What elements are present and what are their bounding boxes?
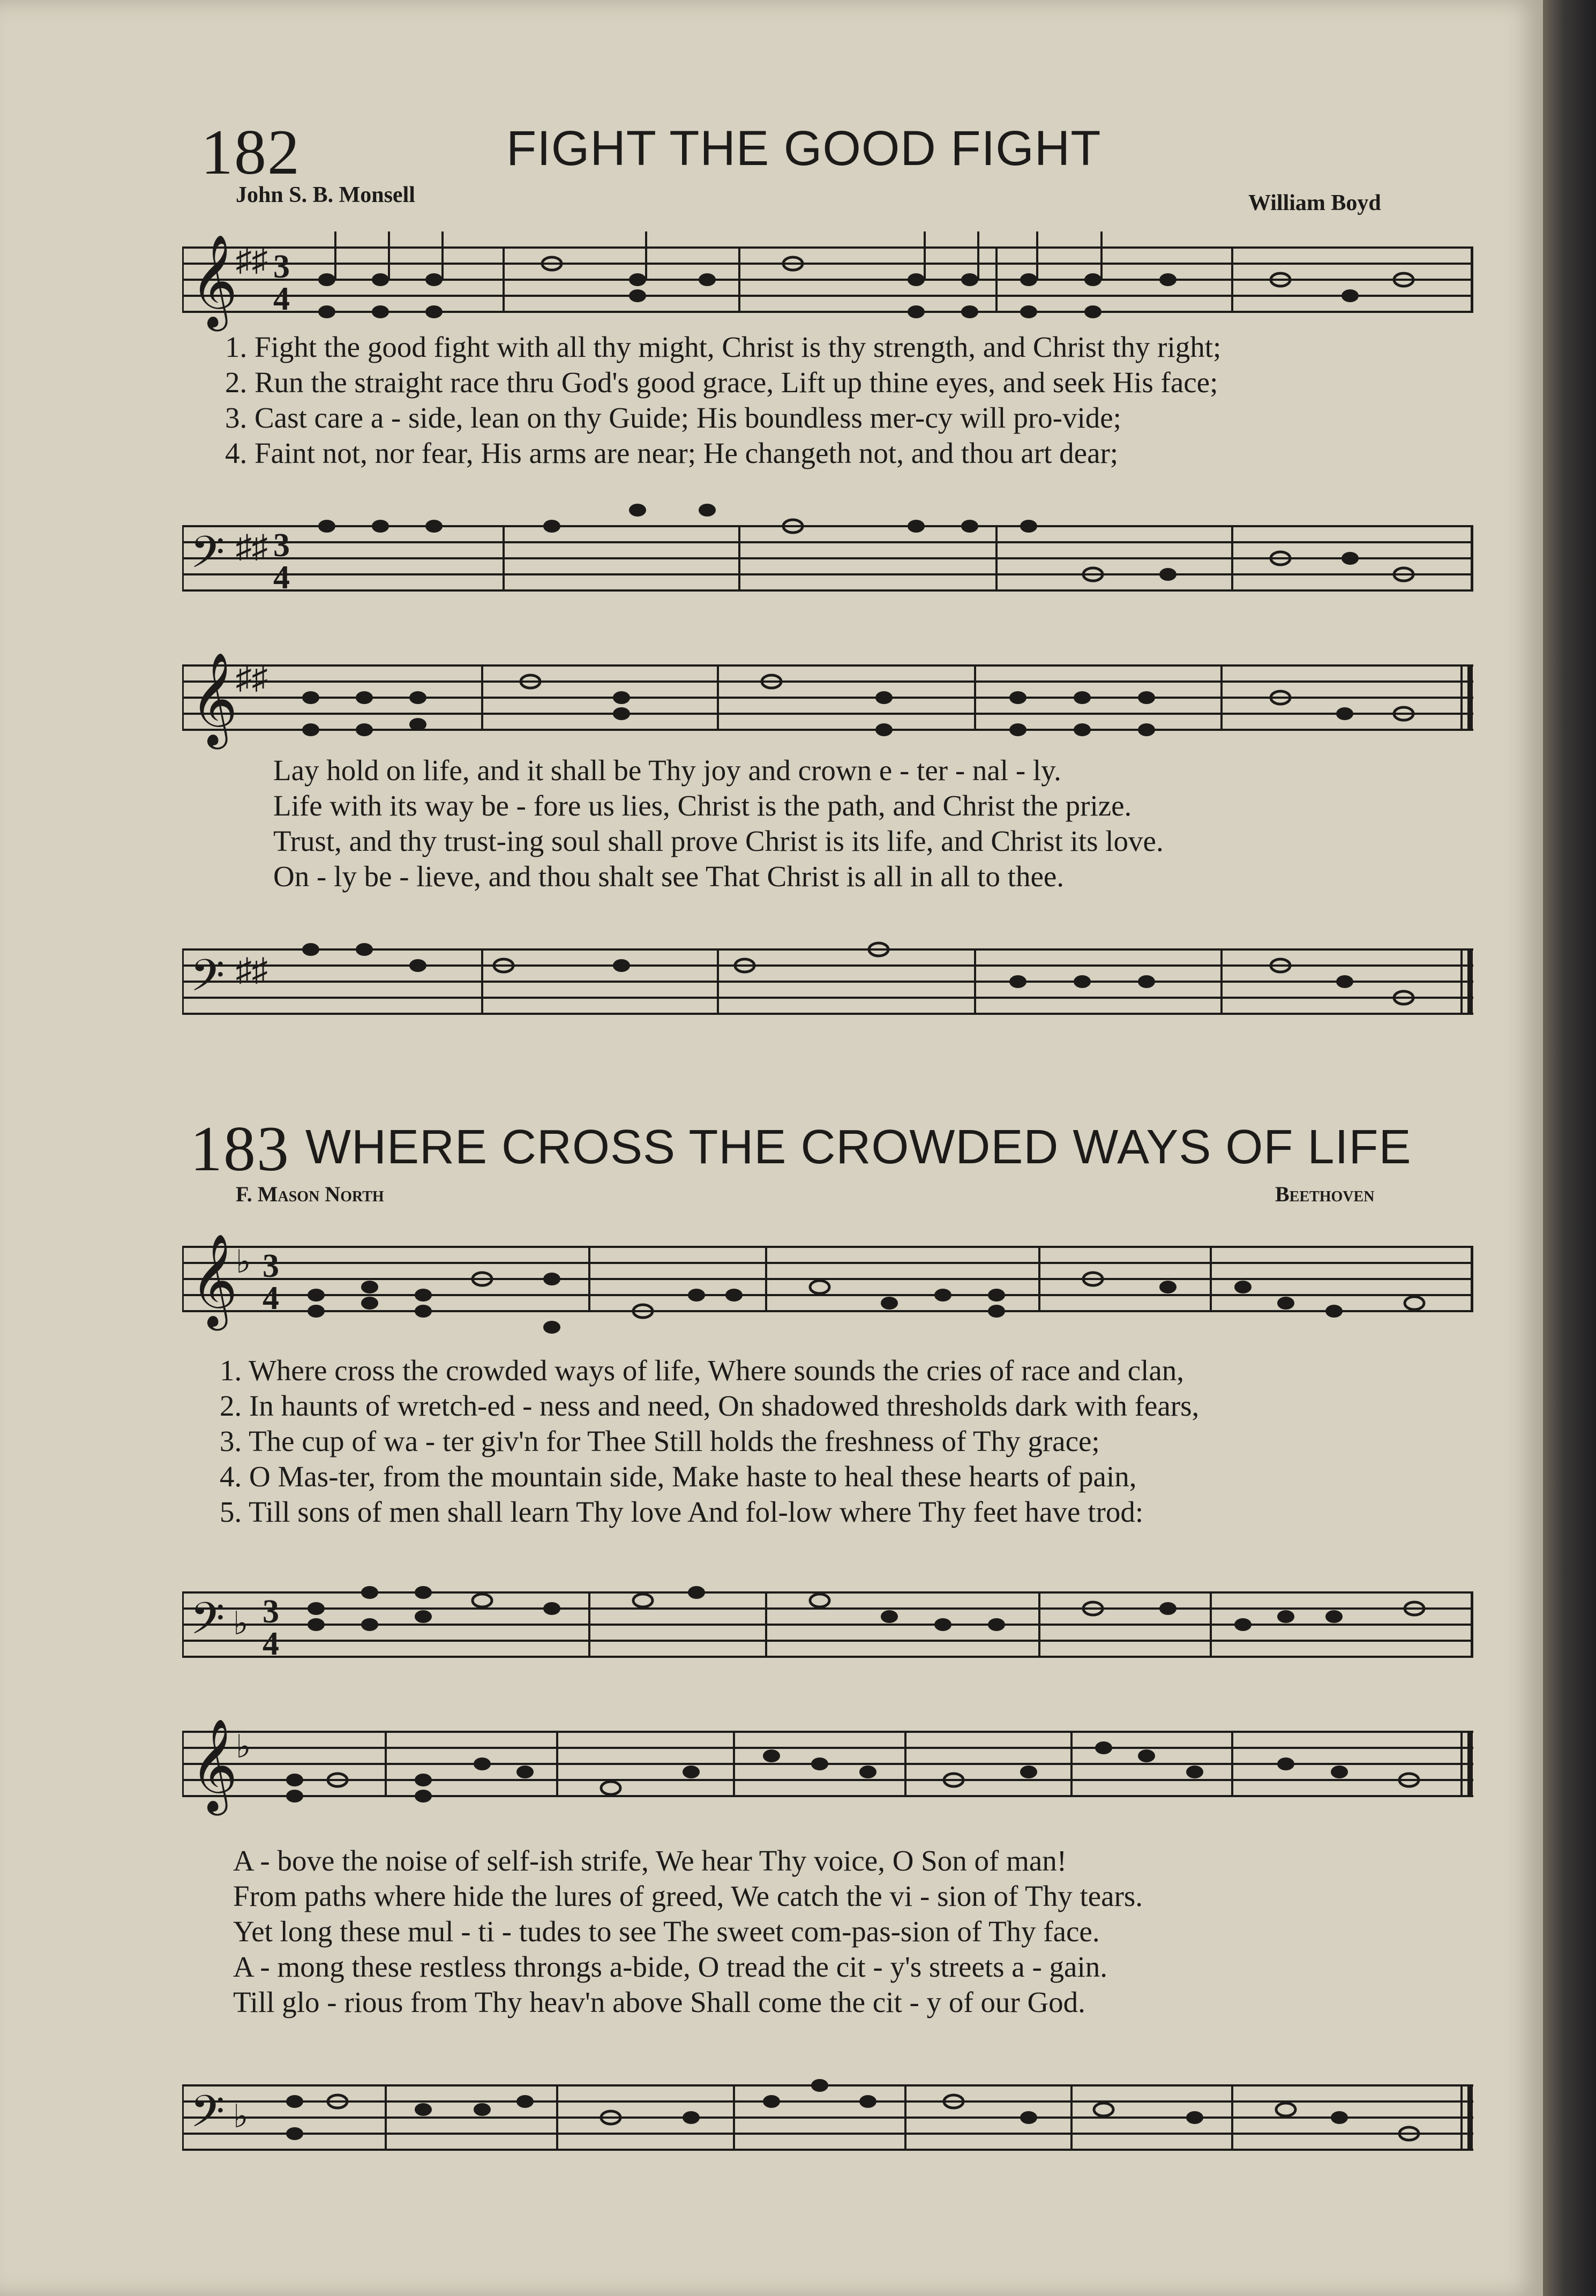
verse-line: Life with its way be - fore us lies, Christ is the path, and Christ the prize. — [273, 789, 1132, 822]
verse-line: Trust, and thy trust-ing soul shall prove Christ is its life, and Christ its love. — [273, 825, 1164, 857]
hymn-number: 183 — [190, 1113, 290, 1184]
svg-text:♯♯: ♯♯ — [236, 952, 268, 988]
svg-text:♯♯: ♯♯ — [236, 660, 268, 695]
hymn-title: FIGHT THE GOOD FIGHT — [506, 121, 1102, 176]
verse-line: 1. Where cross the crowded ways of life, Where sounds the cries of race and clan, — [220, 1354, 1185, 1387]
words-credit: John S. B. Monsell — [236, 183, 415, 207]
hymn-title: WHERE CROSS THE CROWDED WAYS OF LIFE — [305, 1120, 1412, 1174]
verse-line: On - ly be - lieve, and thou shalt see That Christ is all in all to thee. — [273, 860, 1065, 893]
verse-line: Lay hold on life, and it shall be Thy joy and crown e - ter - nal - ly. — [273, 754, 1061, 787]
svg-text:♭: ♭ — [233, 2099, 249, 2134]
svg-text:3: 3 — [263, 1248, 279, 1284]
svg-text:♭: ♭ — [236, 1244, 251, 1280]
svg-text:♯♯: ♯♯ — [236, 242, 268, 278]
verse-line: 2. Run the straight race thru God's good grace, Lift up thine eyes, and seek His face; — [225, 366, 1218, 399]
svg-text:4: 4 — [263, 1626, 279, 1662]
svg-text:♭: ♭ — [236, 1729, 251, 1764]
verse-line: 5. Till sons of men shall learn Thy love And fol-low where Thy feet have trod: — [220, 1495, 1144, 1528]
verses-block — [233, 1843, 1143, 2020]
svg-text:3: 3 — [273, 249, 290, 285]
bass-staff — [182, 2036, 1473, 2165]
words-credit: F. Mason North — [236, 1182, 384, 1206]
svg-text:𝄢: 𝄢 — [190, 2085, 225, 2148]
svg-text:𝄞: 𝄞 — [190, 234, 238, 327]
svg-text:4: 4 — [273, 281, 290, 317]
svg-text:♭: ♭ — [233, 1606, 249, 1641]
svg-text:𝄞: 𝄞 — [190, 1233, 238, 1327]
svg-text:𝄞: 𝄞 — [190, 652, 238, 745]
verses-block — [225, 330, 1221, 471]
svg-text:4: 4 — [263, 1280, 279, 1317]
svg-text:♯♯: ♯♯ — [236, 529, 268, 564]
hymn-number: 182 — [201, 116, 301, 188]
svg-text:𝄢: 𝄢 — [190, 526, 225, 589]
verse-line: 4. Faint not, nor fear, His arms are near; He changeth not, and thou art dear; — [225, 437, 1119, 469]
music-credit: William Boyd — [1248, 191, 1381, 215]
svg-text:𝄢: 𝄢 — [190, 1592, 225, 1655]
verses-block — [220, 1353, 1199, 1530]
verse-line: From paths where hide the lures of greed, We catch the vi - sion of Thy tears. — [233, 1880, 1143, 1912]
treble-staff — [182, 1699, 1473, 1822]
svg-text:3: 3 — [273, 527, 290, 564]
treble-staff — [182, 214, 1473, 332]
svg-text:4: 4 — [273, 559, 290, 596]
music-credit: Beethoven — [1275, 1182, 1375, 1206]
verse-line: 3. Cast care a - side, lean on thy Guide; His boundless mer-cy will pro-vide; — [225, 401, 1121, 434]
verse-line: A - bove the noise of self-ish strife, We hear Thy voice, O Son of man! — [233, 1844, 1067, 1877]
verse-line: 4. O Mas-ter, from the mountain side, Make haste to heal these hearts of pain, — [220, 1460, 1137, 1493]
svg-text:𝄞: 𝄞 — [190, 1718, 238, 1812]
verse-line: Yet long these mul - ti - tudes to see The sweet com-pas-sion of Thy face. — [233, 1915, 1100, 1948]
bass-staff — [182, 1543, 1473, 1672]
treble-staff — [182, 632, 1473, 750]
verse-line: 1. Fight the good fight with all thy might, Christ is thy strength, and Christ thy right; — [225, 331, 1222, 363]
svg-text:𝄢: 𝄢 — [190, 949, 225, 1012]
verse-line: Till glo - rious from Thy heav'n above Shall come the cit - y of our God. — [233, 1986, 1085, 2018]
treble-staff — [182, 1214, 1473, 1337]
verse-line: A - mong these restless throngs a-bide, O tread the cit - y's streets a - gain. — [233, 1950, 1107, 1983]
bass-staff — [182, 477, 1473, 600]
book-spine — [1543, 0, 1596, 2296]
verses-block — [273, 753, 1164, 894]
verse-line: 2. In haunts of wretch-ed - ness and need, On shadowed thresholds dark with fears, — [220, 1389, 1200, 1422]
bass-staff — [182, 900, 1473, 1029]
verse-line: 3. The cup of wa - ter giv'n for Thee Still holds the freshness of Thy grace; — [220, 1425, 1100, 1457]
svg-text:3: 3 — [263, 1594, 279, 1630]
